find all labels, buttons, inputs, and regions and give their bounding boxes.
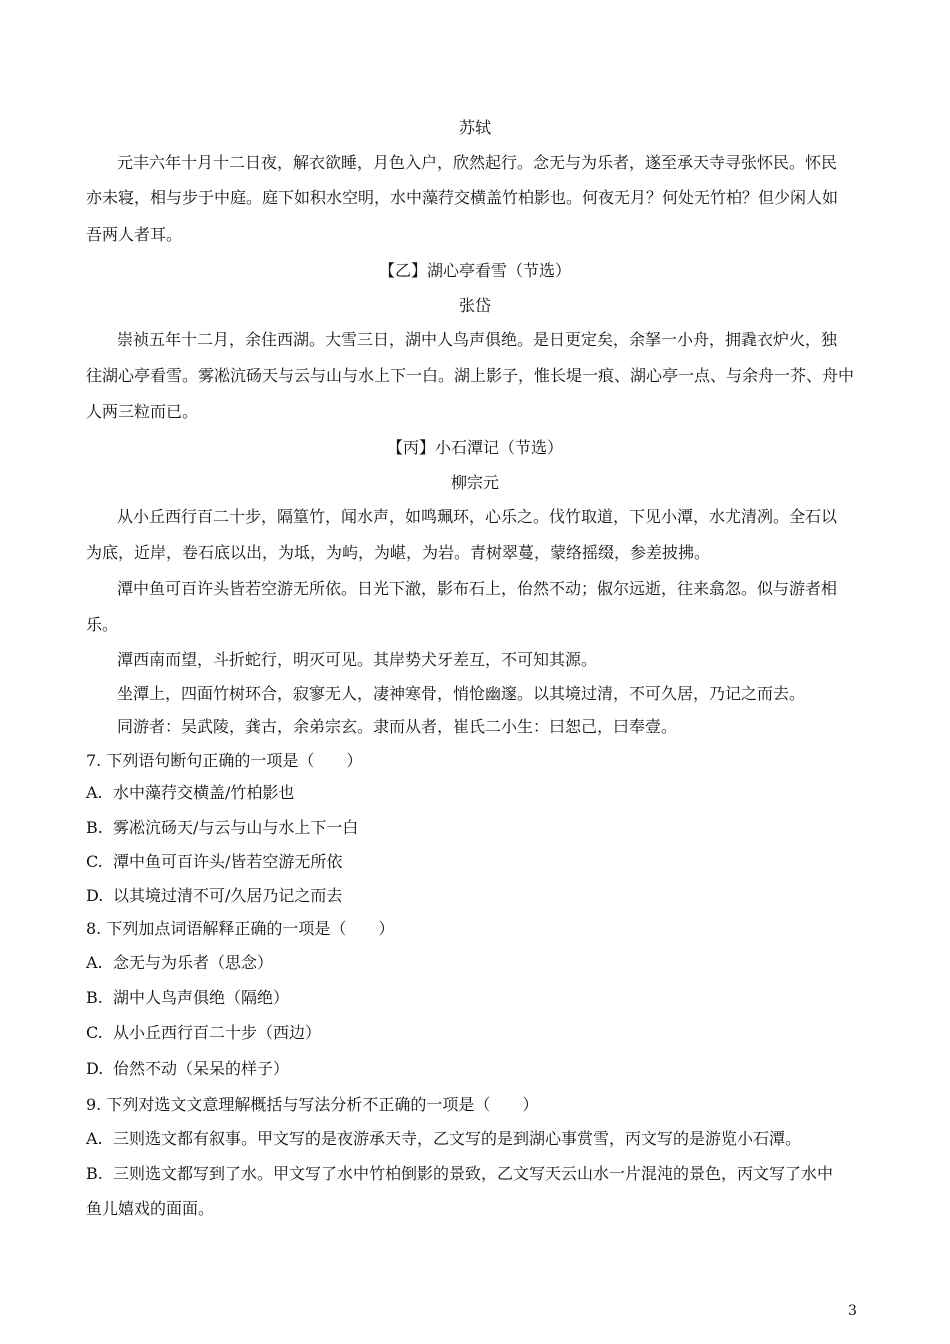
passage-b-line: 崇祯五年十二月，余住西湖。大雪三日，湖中人鸟声俱绝。是日更定矣，余拏一小舟，拥毳衣炉火，独 [117, 330, 838, 349]
passage-b-line: 人两三粒而已。 [86, 402, 199, 421]
question-stem: 7. 下列语句断句正确的一项是（ ） [86, 751, 363, 770]
question-option[interactable] [86, 1058, 289, 1080]
option-text: 三则选文都有叙事。甲文写的是夜游承天寺，乙文写的是到湖心事赏雪，丙文写的是游览小石潭。 [113, 1129, 802, 1148]
passage-c-line: 潭中鱼可百许头皆若空游无所依。日光下澈，影布石上，佁然不动；俶尔远逝，往来翕忽。似与游者相 [117, 579, 838, 598]
option-mark: D. [86, 1059, 104, 1078]
passage-a-line: 元丰六年十月十二日夜，解衣欲睡，月色入户，欣然起行。念无与为乐者，遂至承天寺寻张怀民。怀民 [117, 153, 838, 172]
question-option[interactable] [86, 885, 342, 907]
page-number: 3 [848, 1303, 857, 1319]
passage-c-title: 【丙】小石潭记（节选） [386, 438, 563, 457]
passage-a-line: 亦未寝，相与步于中庭。庭下如积水空明，水中藻荇交横盖竹柏影也。何夜无月？何处无竹柏？但少闲人如 [86, 188, 839, 207]
option-mark: B. [86, 1164, 103, 1183]
option-mark: A. [86, 783, 103, 802]
passage-c-line: 乐。 [86, 615, 119, 634]
question-option[interactable] [86, 1022, 321, 1044]
option-mark: A. [86, 953, 103, 972]
option-text: 从小丘西行百二十步（西边） [113, 1023, 322, 1042]
option-text: 佁然不动（呆呆的样子） [113, 1059, 290, 1078]
option-text: 水中藻荇交横盖/竹柏影也 [113, 783, 295, 802]
question-option[interactable] [86, 987, 289, 1009]
option-mark: D. [86, 886, 104, 905]
option-text: 雾凇沆砀天/与云与山与水上下一白 [113, 818, 359, 837]
question-option[interactable] [86, 952, 273, 974]
question-option[interactable] [86, 817, 358, 839]
passage-c-line: 为底，近岸，卷石底以出，为坻，为屿，为嵁，为岩。青树翠蔓，蒙络摇缀，参差披拂。 [86, 543, 711, 562]
passage-b-title: 【乙】湖心亭看雪（节选） [378, 261, 571, 280]
option-text: 湖中人鸟声俱绝（隔绝） [113, 988, 290, 1007]
question-stem: 8. 下列加点词语解释正确的一项是（ ） [86, 919, 395, 938]
question-option[interactable] [86, 1128, 801, 1150]
question-option[interactable] [86, 782, 294, 804]
passage-a-author: 苏轼 [458, 118, 491, 137]
passage-c-author: 柳宗元 [450, 473, 499, 492]
option-text-continuation: 鱼儿嬉戏的面面。 [86, 1199, 215, 1218]
passage-b-line: 往湖心亭看雪。雾凇沆砀天与云与山与水上下一白。湖上影子，惟长堤一痕、湖心亭一点、与余舟一芥、舟中 [86, 366, 855, 385]
option-text: 潭中鱼可百许头/皆若空游无所依 [113, 852, 343, 871]
option-mark: B. [86, 988, 103, 1007]
option-mark: C. [86, 1023, 103, 1042]
question-stem: 9. 下列对选文文意理解概括与写法分析不正确的一项是（ ） [86, 1095, 539, 1114]
passage-c-line: 坐潭上，四面竹树环合，寂寥无人，凄神寒骨，悄怆幽邃。以其境过清，不可久居，乃记之而去。 [117, 684, 806, 703]
passage-c-line: 同游者：吴武陵，龚古，余弟宗玄。隶而从者，崔氏二小生：曰恕己，曰奉壹。 [117, 717, 678, 736]
option-mark: A. [86, 1129, 103, 1148]
option-text: 三则选文都写到了水。甲文写了水中竹柏倒影的景致，乙文写天云山水一片混沌的景色，丙文写了水中 [113, 1164, 834, 1183]
option-text: 以其境过清不可/久居乃记之而去 [113, 886, 343, 905]
option-text: 念无与为乐者（思念） [113, 953, 274, 972]
question-option[interactable] [86, 1163, 833, 1185]
option-mark: C. [86, 852, 103, 871]
question-option[interactable] [86, 851, 342, 873]
passage-c-line: 从小丘西行百二十步，隔篁竹，闻水声，如鸣珮环，心乐之。伐竹取道，下见小潭，水尤清冽。全石以 [117, 507, 838, 526]
passage-c-line: 潭西南而望，斗折蛇行，明灭可见。其岸势犬牙差互，不可知其源。 [117, 650, 598, 669]
option-mark: B. [86, 818, 103, 837]
passage-b-author: 张岱 [458, 296, 491, 315]
passage-a-line: 吾两人者耳。 [86, 225, 183, 244]
